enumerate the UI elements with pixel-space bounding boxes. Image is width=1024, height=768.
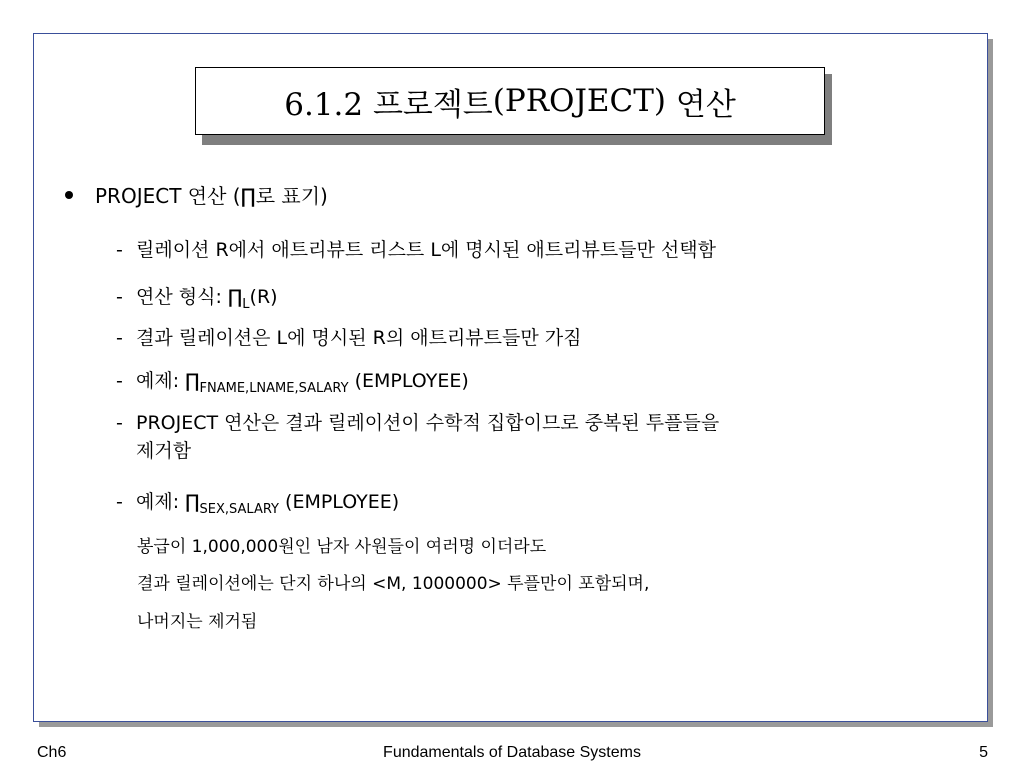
sub-item-pre: 예제: ∏: [136, 370, 200, 392]
note-line-2: 결과 릴레이션에는 단지 하나의 <M, 1000000> 투플만이 포함되며,: [137, 574, 650, 594]
slide-title: [195, 67, 825, 135]
dash-mark: -: [116, 370, 123, 392]
bullet-item: [62, 180, 328, 209]
sub-item-post: (EMPLOYEE): [348, 370, 469, 392]
project-subscript: L: [242, 297, 250, 312]
sub-item-text: 결과 릴레이션은 L에 명시된 R의 애트리뷰트들만 가짐: [136, 327, 582, 349]
footer-page-number: 5: [979, 744, 988, 761]
sub-item-2: [116, 283, 278, 311]
sub-item-pre: 연산 형식: ∏: [136, 286, 243, 308]
note-line-3: 나머지는 제거됨: [137, 612, 258, 632]
sub-item-6: [116, 488, 399, 516]
sub-item-3: [116, 324, 581, 352]
dash-mark: -: [116, 491, 123, 513]
sub-item-4: [116, 367, 469, 395]
title-prefix: 6.1.2 프로젝트: [284, 86, 493, 123]
dash-mark: -: [116, 412, 123, 434]
project-subscript: SEX,SALARY: [199, 502, 279, 517]
sub-item-post: (EMPLOYEE): [279, 491, 400, 513]
dash-mark: -: [116, 239, 123, 261]
sub-item-5: [116, 409, 719, 465]
bullet-dot: [65, 191, 73, 199]
sub-item-line1: PROJECT 연산은 결과 릴레이션이 수학적 집합이므로 중복된 투플들을: [136, 412, 720, 434]
sub-item-1: [116, 236, 716, 264]
title-suffix: 연산: [666, 86, 736, 123]
sub-item-pre: 예제: ∏: [136, 491, 200, 513]
footer-book-title: Fundamentals of Database Systems: [383, 744, 641, 761]
sub-item-line2: 제거함: [136, 440, 192, 462]
project-subscript: FNAME,LNAME,SALARY: [199, 381, 349, 396]
dash-mark: -: [116, 327, 123, 349]
footer-chapter: Ch6: [37, 744, 67, 761]
note-line-1: 봉급이 1,000,000원인 남자 사원들이 여러명 이더라도: [137, 537, 547, 557]
sub-item-post: (R): [249, 286, 278, 308]
sub-item-text: 릴레이션 R에서 애트리뷰트 리스트 L에 명시된 애트리뷰트들만 선택함: [136, 239, 716, 261]
bullet-text: PROJECT 연산 (∏로 표기): [95, 184, 328, 208]
title-latin: (PROJECT): [492, 83, 667, 119]
dash-mark: -: [116, 286, 123, 308]
